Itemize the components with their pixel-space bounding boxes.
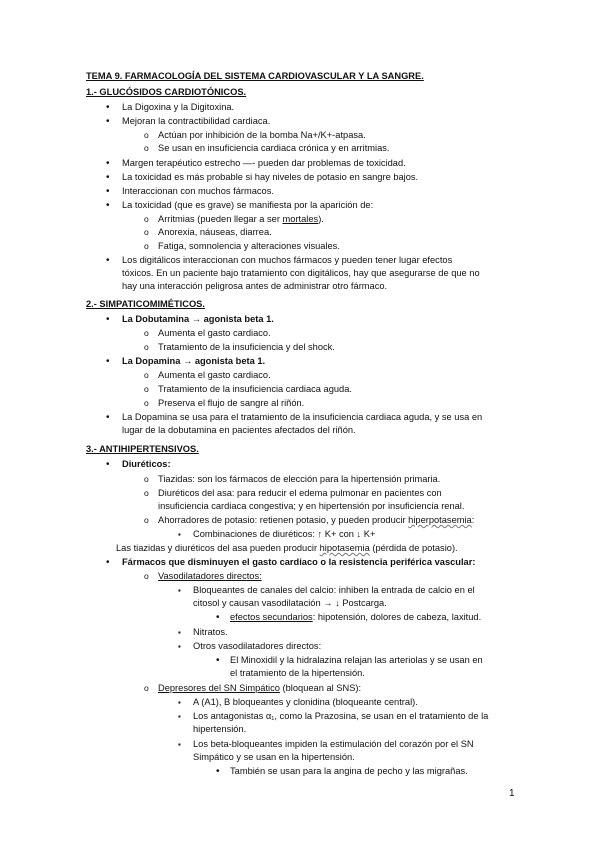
bullet-icon [216, 611, 220, 624]
s1-line-8: La toxicidad (que es grave) se manifiesta por la aparición de: [122, 200, 374, 210]
square-bullet-icon [178, 710, 181, 723]
s3-line-12-text: : hipotensión, dolores de cabeza, laxitud. [312, 612, 482, 622]
s3-line-17-underlined: Depresores del SN Simpático [158, 683, 280, 693]
s3-line-14: Otros vasodilatadores directos: [193, 641, 322, 651]
bullet-icon [106, 101, 110, 114]
s2-line-6: Tratamiento de la insuficiencia cardiaca aguda. [158, 384, 352, 394]
circle-bullet-icon [144, 142, 149, 155]
s1-line-4: Se usan en insuficiencia cardiaca crónica y en arritmias. [158, 143, 390, 153]
s3-line-18: A (A1), B bloqueantes y clonidina (bloqueante central). [193, 697, 418, 707]
square-bullet-icon [178, 640, 181, 653]
section-3-heading: 3.- ANTIHIPERTENSIVOS. [86, 444, 199, 454]
circle-bullet-icon [144, 369, 149, 382]
s3-line-6: Combinaciones de diuréticos: ↑ K+ con ↓ K+ [193, 529, 376, 539]
s3-line-13: Nitratos. [193, 627, 228, 637]
s1-line-1: La Digoxina y la Digitoxina. [122, 102, 235, 112]
s1-line-9-text: Arritmias (pueden llegar a ser [158, 214, 283, 224]
s1-line-9-underlined: mortales [282, 214, 319, 224]
bullet-icon [106, 355, 110, 368]
circle-bullet-icon [144, 129, 149, 142]
s2-line-8: La Dopamina se usa para el tratamiento de la insuficiencia cardiaca aguda, y se usa en [122, 412, 483, 422]
s1-line-12: Los digitálicos interaccionan con muchos fármacos y pueden tener lugar efectos [122, 255, 453, 265]
s1-line-10: Anorexia, náuseas, diarrea. [158, 227, 272, 237]
circle-bullet-icon [144, 514, 149, 527]
bullet-icon [106, 171, 110, 184]
s3-line-17-text: (bloquean al SNS): [279, 683, 362, 693]
bullet-icon [106, 185, 110, 198]
s2-line-1: La Dobutamina → agonista beta 1. [122, 314, 274, 324]
s3-line-16: el tratamiento de la hipertensión. [230, 668, 365, 678]
s1-line-13: tóxicos. En un paciente bajo tratamiento con digitálicos, hay que asegurarse de que no [122, 268, 480, 278]
square-bullet-icon [178, 696, 181, 709]
s1-line-11: Fatiga, somnolencia y alteraciones visuales. [158, 241, 340, 251]
s1-line-9 [158, 213, 324, 226]
square-bullet-icon [178, 528, 181, 541]
circle-bullet-icon [144, 383, 149, 396]
bullet-icon [106, 157, 110, 170]
s1-line-7: Interaccionan con muchos fármacos. [122, 186, 274, 196]
section-2-heading: 2.- SIMPATICOMIMÉTICOS. [86, 299, 205, 309]
circle-bullet-icon [144, 397, 149, 410]
circle-bullet-icon [144, 327, 149, 340]
s3-line-7 [116, 542, 458, 555]
s3-line-23: También se usan para la angina de pecho y las migrañas. [230, 766, 468, 776]
bullet-icon [106, 199, 110, 212]
circle-bullet-icon [144, 226, 149, 239]
bullet-icon [106, 411, 110, 424]
s3-line-5 [158, 514, 474, 527]
s3-line-12 [230, 611, 481, 624]
s3-line-7-end: (pérdida de potasio). [369, 543, 458, 553]
s1-line-3: Actúan por inhibición de la bomba Na+/K+-atpasa. [158, 130, 366, 140]
s3-line-20: hipertensión. [193, 724, 247, 734]
s2-line-9: lugar de la dobutamina en pacientes afectados del riñón. [122, 425, 356, 435]
bullet-icon [106, 115, 110, 128]
bullet-icon [106, 458, 110, 471]
s2-line-7: Preserva el flujo de sangre al riñón. [158, 398, 305, 408]
bullet-icon [106, 254, 110, 267]
s3-line-22: Simpático y se usan en la hipertensión. [193, 752, 355, 762]
circle-bullet-icon [144, 487, 149, 500]
s3-line-5-marked: hiperpotasemia [408, 515, 472, 525]
square-bullet-icon [178, 738, 181, 751]
s3-line-7-text: Las tiazidas y diuréticos del asa pueden producir [116, 543, 320, 553]
s1-line-14: hay una interacción peligrosa antes de administrar otro fármaco. [122, 281, 388, 291]
s3-line-8: Fármacos que disminuyen el gasto cardiaco o la resistencia periférica vascular: [122, 557, 476, 567]
s3-line-7-marked: hipotasemia [319, 543, 370, 553]
s3-line-2: Tiazidas: son los fármacos de elección para la hipertensión primaria. [158, 474, 441, 484]
s2-line-4: La Dopamina → agonista beta 1. [122, 356, 266, 366]
s3-line-5-text: Ahorradores de potasio: retienen potasio, y pueden producir [158, 515, 409, 525]
square-bullet-icon [178, 626, 181, 639]
circle-bullet-icon [144, 570, 149, 583]
s3-line-5-end: : [471, 515, 475, 525]
s2-line-2: Aumenta el gasto cardiaco. [158, 328, 271, 338]
s3-line-3: Diuréticos del asa: para reducir el edema pulmonar en pacientes con [158, 488, 442, 498]
s1-line-9-end: ). [318, 214, 324, 224]
bullet-icon [216, 765, 220, 778]
circle-bullet-icon [144, 213, 149, 226]
s1-line-6: La toxicidad es más probable si hay niveles de potasio en sangre bajos. [122, 172, 419, 182]
s3-line-15: El Minoxidil y la hidralazina relajan las arteriolas y se usan en [230, 655, 483, 665]
s3-line-9: Vasodilatadores directos: [158, 571, 262, 581]
s3-line-12-underlined: efectos secundarios [230, 612, 313, 622]
s3-line-19: Los antagonistas α₁, como la Prazosina, se usan en el tratamiento de la [193, 711, 489, 721]
circle-bullet-icon [144, 682, 149, 695]
page-number: 1 [509, 788, 515, 799]
s1-line-5: Margen terapéutico estrecho —- pueden dar problemas de toxicidad. [122, 158, 406, 168]
circle-bullet-icon [144, 473, 149, 486]
section-1-heading: 1.- GLUCÓSIDOS CARDIOTÓNICOS. [86, 87, 247, 97]
s2-line-5: Aumenta el gasto cardiaco. [158, 370, 271, 380]
document-title: TEMA 9. FARMACOLOGÍA DEL SISTEMA CARDIOVASCULAR Y LA SANGRE. [86, 71, 424, 81]
square-bullet-icon [178, 584, 181, 597]
s3-line-21: Los beta-bloqueantes impiden la estimulación del corazón por el SN [193, 739, 474, 749]
s2-line-3: Tratamiento de la insuficiencia y del shock. [158, 342, 335, 352]
circle-bullet-icon [144, 240, 149, 253]
s3-line-17 [158, 682, 361, 695]
circle-bullet-icon [144, 341, 149, 354]
s3-line-10: Bloqueantes de canales del calcio: inhiben la entrada de calcio en el [193, 585, 475, 595]
s3-line-11: citosol y causan vasodilatación → ↓ Postcarga. [193, 598, 387, 608]
bullet-icon [216, 654, 220, 667]
s3-line-4: insuficiencia cardiaca congestiva; y en hipertensión por insuficiencia renal. [158, 501, 465, 511]
bullet-icon [106, 556, 110, 569]
s3-line-1: Diuréticos: [122, 459, 171, 469]
s1-line-2: Mejoran la contractibilidad cardiaca. [122, 116, 271, 126]
bullet-icon [106, 313, 110, 326]
